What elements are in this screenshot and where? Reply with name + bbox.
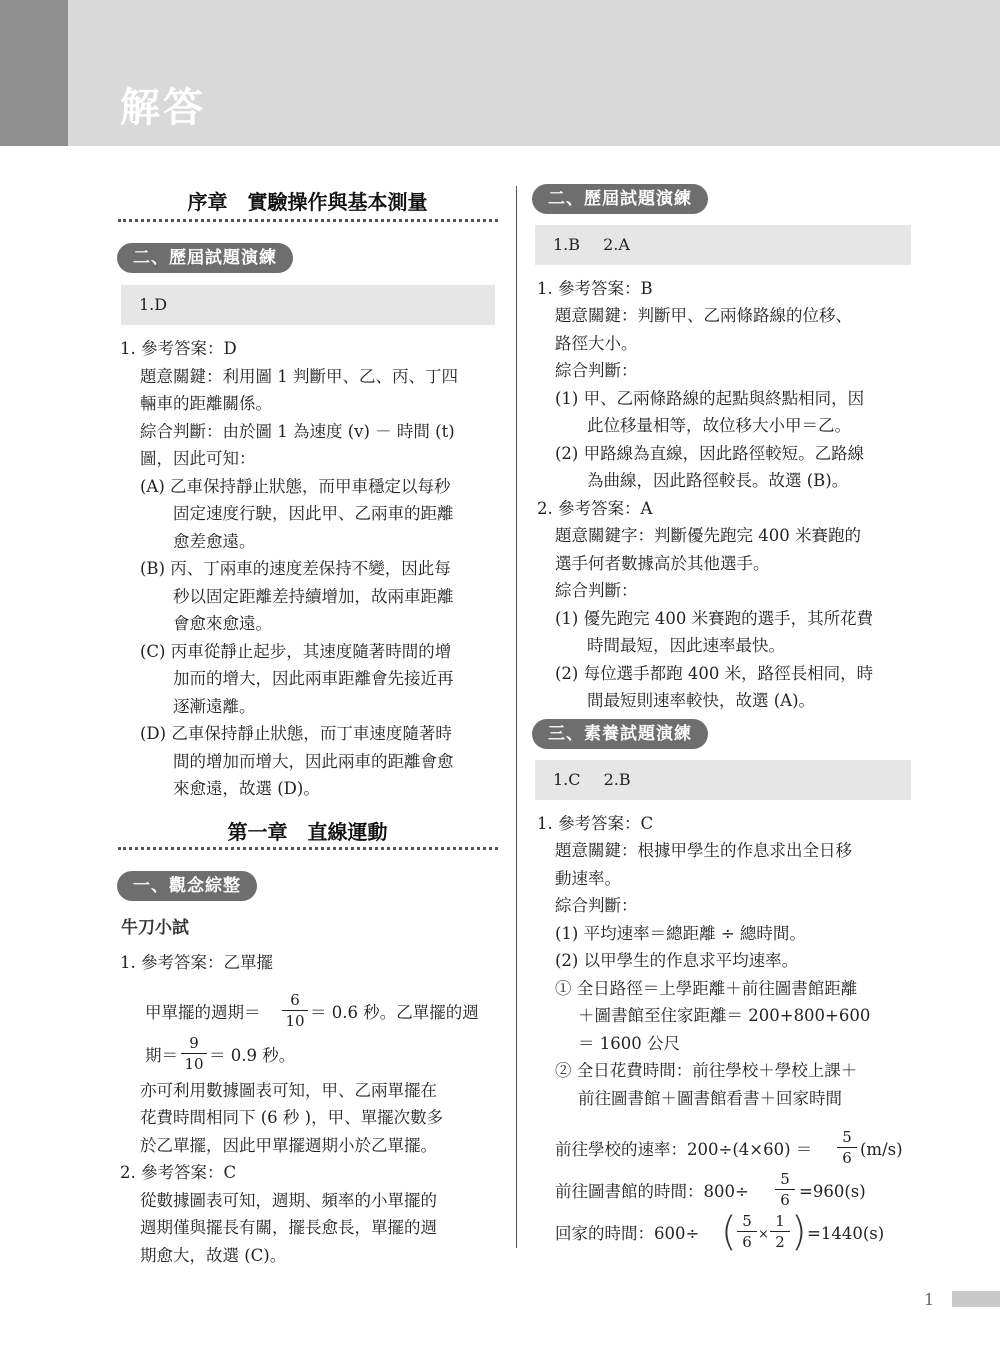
text-line: 愈差愈遠。 — [173, 532, 256, 551]
text-line: 題意關鍵：根據甲學生的作息求出全日移 — [555, 841, 852, 860]
text-line: 1. 參考答案：D — [120, 339, 237, 358]
text-line: 為曲線，因此路徑較長。故選 (B)。 — [587, 471, 849, 490]
header-tab — [0, 0, 68, 146]
text-line: 前往圖書館＋圖書館看書＋回家時間 — [578, 1089, 842, 1108]
text-line: 逐漸遠離。 — [173, 697, 256, 716]
text-line: 來愈遠，故選 (D)。 — [173, 779, 320, 798]
text-line: 於乙單擺，因此甲單擺週期小於乙單擺。 — [140, 1136, 437, 1155]
fraction — [837, 1127, 857, 1168]
text-line: (1) 平均速率＝總距離 ÷ 總時間。 — [555, 924, 806, 943]
text-line: 2. 參考答案：C — [120, 1163, 237, 1182]
text-line: 從數據圖表可知，週期、頻率的小單擺的 — [140, 1191, 437, 1210]
section-pill-literacy: 三、素養試題演練 — [532, 719, 708, 749]
text-line: 輛車的距離關係。 — [140, 394, 272, 413]
text-line: 綜合判斷： — [555, 361, 638, 380]
fraction — [737, 1211, 757, 1252]
denominator: 2 — [775, 1233, 785, 1251]
text-line: 1. 參考答案：B — [537, 279, 653, 298]
text-line: ① 全日路徑＝上學距離＋前往圖書館距離 — [555, 979, 858, 998]
text-line: 會愈來愈遠。 — [173, 614, 272, 633]
text-line: 1. 參考答案：乙單擺 — [120, 953, 273, 972]
answer-item: 2.B — [603, 770, 631, 789]
fraction — [770, 1211, 790, 1252]
text-line: ② 全日花費時間：前往學校＋學校上課＋ — [555, 1061, 858, 1080]
text-line: 花費時間相同下 (6 秒 )，甲、單擺次數多 — [140, 1108, 444, 1127]
left-parenthesis: ( — [721, 1209, 737, 1255]
fraction — [775, 1169, 795, 1210]
fraction — [181, 1033, 207, 1074]
numerator: 9 — [181, 1033, 207, 1054]
text-line: (A) 乙車保持靜止狀態，而甲車穩定以每秒 — [140, 477, 451, 496]
numerator: 5 — [737, 1211, 757, 1232]
answer-box — [535, 760, 911, 800]
times-sign: × — [758, 1227, 769, 1242]
denominator: 6 — [742, 1233, 752, 1251]
equation-text: 前往圖書館的時間：800÷ — [555, 1182, 749, 1201]
text-line: 綜合判斷：由於圖 1 為速度 (v) － 時間 (t) — [140, 422, 455, 441]
answer-item: 2.A — [603, 235, 630, 254]
numerator: 1 — [770, 1211, 790, 1232]
answer-box — [535, 225, 911, 265]
denominator: 10 — [184, 1055, 204, 1073]
fraction — [282, 990, 308, 1031]
dotted-rule — [118, 847, 498, 850]
text-line: 間的增加而增大，因此兩車的距離會愈 — [173, 752, 454, 771]
text-line: 固定速度行駛，因此甲、乙兩車的距離 — [173, 504, 454, 523]
text-line: ＝ 0.6 秒。乙單擺的週 — [310, 1003, 479, 1022]
text-line: 加而的增大，因此兩車距離會先接近再 — [173, 669, 454, 688]
text-line: 1. 參考答案：C — [537, 814, 654, 833]
text-line: 綜合判斷： — [555, 896, 638, 915]
equation-text: 前往學校的速率：200÷(4×60) ＝ — [555, 1140, 813, 1159]
numerator: 5 — [837, 1127, 857, 1148]
equation-text: =1440(s) — [807, 1224, 885, 1243]
text-line: (2) 以甲學生的作息求平均速率。 — [555, 951, 799, 970]
section-pill-concepts: 一、觀念綜整 — [117, 871, 257, 901]
text-line: 綜合判斷： — [555, 581, 638, 600]
equation-text: =960(s) — [799, 1182, 866, 1201]
text-line: (D) 乙車保持靜止狀態，而丁車速度隨著時 — [140, 724, 452, 743]
denominator: 6 — [780, 1191, 790, 1209]
page-number-bar — [952, 1291, 1000, 1307]
answer-box — [121, 285, 495, 325]
text-line: 時間最短，因此速率最快。 — [587, 636, 785, 655]
dotted-rule — [118, 219, 498, 222]
answer-item: 1.D — [139, 295, 168, 314]
text-line: 間最短則速率較快，故選 (A)。 — [587, 691, 816, 710]
text-line: 路徑大小。 — [555, 334, 638, 353]
page-title: 解答 — [120, 85, 206, 131]
numerator: 6 — [282, 990, 308, 1011]
page-number: 1 — [924, 1290, 935, 1309]
text-line: ＝ 0.9 秒。 — [209, 1046, 296, 1065]
equation-text: (m/s) — [860, 1140, 903, 1159]
right-parenthesis: ) — [791, 1209, 807, 1255]
chapter-title-prologue: 序章 實驗操作與基本測量 — [187, 190, 428, 214]
denominator: 10 — [285, 1012, 305, 1030]
section-pill-past-exams: 二、歷屆試題演練 — [532, 184, 708, 214]
text-line: (C) 丙車從靜止起步，其速度隨著時間的增 — [140, 642, 452, 661]
subheading: 牛刀小試 — [121, 918, 189, 938]
text-line: 動速率。 — [555, 869, 621, 888]
chapter-title-chapter1: 第一章 直線運動 — [227, 820, 388, 844]
text-line: ＝ 1600 公尺 — [578, 1034, 680, 1053]
text-line: (1) 優先跑完 400 米賽跑的選手，其所花費 — [555, 609, 874, 628]
text-line: (1) 甲、乙兩條路線的起點與終點相同，因 — [555, 389, 865, 408]
page-header — [0, 0, 1000, 146]
equation-text: 回家的時間：600÷ — [555, 1224, 700, 1243]
text-line: 期愈大，故選 (C)。 — [140, 1246, 287, 1265]
text-line: 題意關鍵字：判斷優先跑完 400 米賽跑的 — [555, 526, 861, 545]
text-line: 選手何者數據高於其他選手。 — [555, 554, 770, 573]
answer-item: 1.B — [553, 235, 581, 254]
text-line: 此位移量相等，故位移大小甲＝乙。 — [587, 416, 851, 435]
numerator: 5 — [775, 1169, 795, 1190]
text-line: 題意關鍵：判斷甲、乙兩條路線的位移、 — [555, 306, 852, 325]
text-line: 2. 參考答案：A — [537, 499, 653, 518]
text-line: 圖，因此可知： — [140, 449, 256, 468]
answer-item: 1.C — [553, 770, 581, 789]
text-line: 週期僅與擺長有關，擺長愈長，單擺的週 — [140, 1218, 437, 1237]
text-line: ＋圖書館至住家距離＝ 200+800+600 — [578, 1006, 871, 1025]
text-line: (2) 每位選手都跑 400 米，路徑長相同，時 — [555, 664, 874, 683]
text-line: 期＝ — [145, 1046, 178, 1065]
text-line: 亦可利用數據圖表可知，甲、乙兩單擺在 — [140, 1081, 437, 1100]
denominator: 6 — [842, 1149, 852, 1167]
text-line: 題意關鍵：利用圖 1 判斷甲、乙、丙、丁四 — [140, 367, 458, 386]
text-line: (2) 甲路線為直線，因此路徑較短。乙路線 — [555, 444, 865, 463]
text-line: 甲單擺的週期＝ — [145, 1003, 261, 1022]
column-divider — [516, 186, 517, 1248]
section-pill-past-exams: 二、歷屆試題演練 — [117, 243, 293, 273]
text-line: (B) 丙、丁兩車的速度差保持不變，因此每 — [140, 559, 451, 578]
text-line: 秒以固定距離差持續增加，故兩車距離 — [173, 587, 454, 606]
